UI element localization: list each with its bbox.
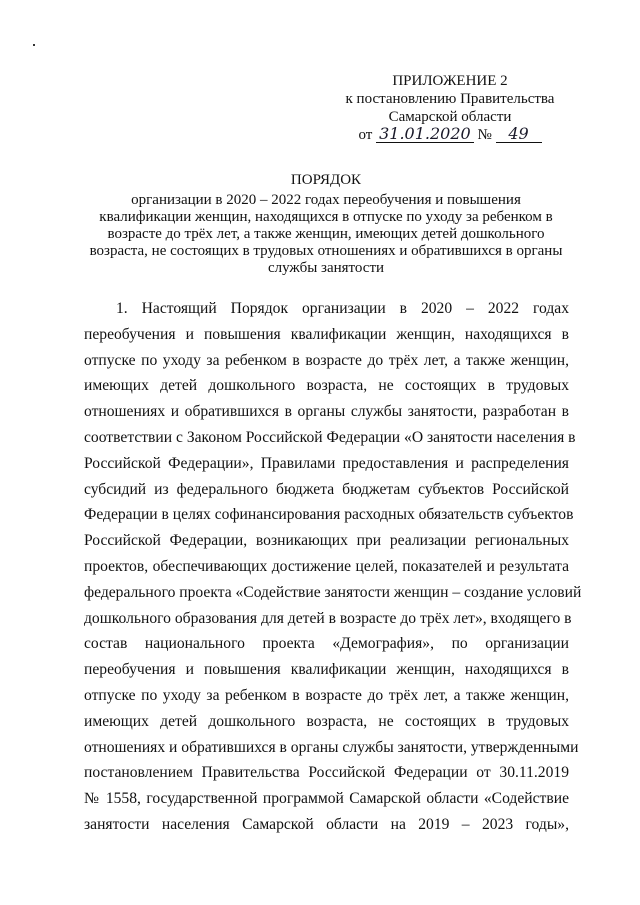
text-line: постановлением Правительства Российской Федерации от 30.11.2019: [84, 764, 569, 782]
subtitle-line: организации в 2020 – 2022 годах переобучения и повышения: [131, 192, 521, 208]
text-line: субсидий из федерального бюджета бюджетам субъектов Российской: [84, 480, 569, 498]
text-line: Российской Федерации, возникающих при реализации региональных: [84, 532, 569, 550]
text-line: № 1558, государственной программой Самарской области «Содействие: [84, 790, 569, 808]
text-line: Российской Федерации», Правилами предоставления и распределения: [84, 454, 569, 472]
text-line: отпуске по уходу за ребенком в возрасте до трёх лет, а также женщин,: [84, 686, 569, 704]
text-line: соответствии с Законом Российской Федерации «О занятости населения в: [84, 428, 576, 446]
text-line: имеющих детей дошкольного возраста, не состоящих в трудовых: [84, 712, 569, 730]
handwritten-number: 49: [496, 126, 542, 143]
subtitle-line: службы занятости: [267, 260, 385, 276]
handwritten-date: 31.01.2020: [376, 126, 474, 143]
text-line: переобучения и повышения квалификации женщин, находящихся в: [84, 325, 569, 343]
text-line: имеющих детей дошкольного возраста, не состоящих в трудовых: [84, 377, 569, 395]
text-line: занятости населения Самарской области на 2019 – 2023 годы»,: [84, 815, 569, 833]
subtitle-line: возрасте до трёх лет, а также женщин, имеющих детей дошкольного: [107, 226, 545, 242]
subtitle-line: квалификации женщин, находящихся в отпуске по уходу за ребенком в: [99, 209, 553, 225]
appendix-date-number: [330, 126, 570, 144]
subtitle-line: возраста, не состоящих в трудовых отношениях и обратившихся в органы: [89, 243, 563, 259]
title-heading: ПОРЯДОК: [290, 172, 362, 188]
text-line: Федерации в целях софинансирования расходных обязательств субъектов: [84, 506, 574, 524]
document-title: [88, 172, 564, 277]
appendix-title: ПРИЛОЖЕНИЕ 2: [392, 73, 508, 89]
text-line: 1. Настоящий Порядок организации в 2020 – 2022 годах: [116, 300, 569, 317]
appendix-line-region: Самарской области: [388, 109, 512, 125]
number-prefix: №: [477, 127, 492, 143]
scan-speck: [33, 44, 35, 46]
text-line: отпуске по уходу за ребенком в возрасте до трёх лет, а также женщин,: [84, 351, 569, 369]
text-line: проектов, обеспечивающих достижение целей, показателей и результата: [84, 557, 569, 575]
date-prefix: от: [358, 127, 373, 143]
appendix-block: [330, 72, 570, 144]
text-line: отношениях и обратившихся в органы службы занятости, разработан в: [84, 403, 569, 421]
text-line: состав национального проекта «Демография», по организации: [84, 635, 569, 653]
text-line: отношениях и обратившихся в органы службы занятости, утвержденными: [84, 738, 579, 756]
text-line: дошкольного образования для детей в возрасте до трёх лет», входящего в: [84, 609, 572, 627]
text-line: переобучения и повышения квалификации женщин, находящихся в: [84, 661, 569, 679]
text-line: федерального проекта «Содействие занятости женщин – создание условий: [84, 583, 582, 601]
paragraph-1: [84, 296, 582, 838]
appendix-line-resolution: к постановлению Правительства: [345, 91, 555, 107]
